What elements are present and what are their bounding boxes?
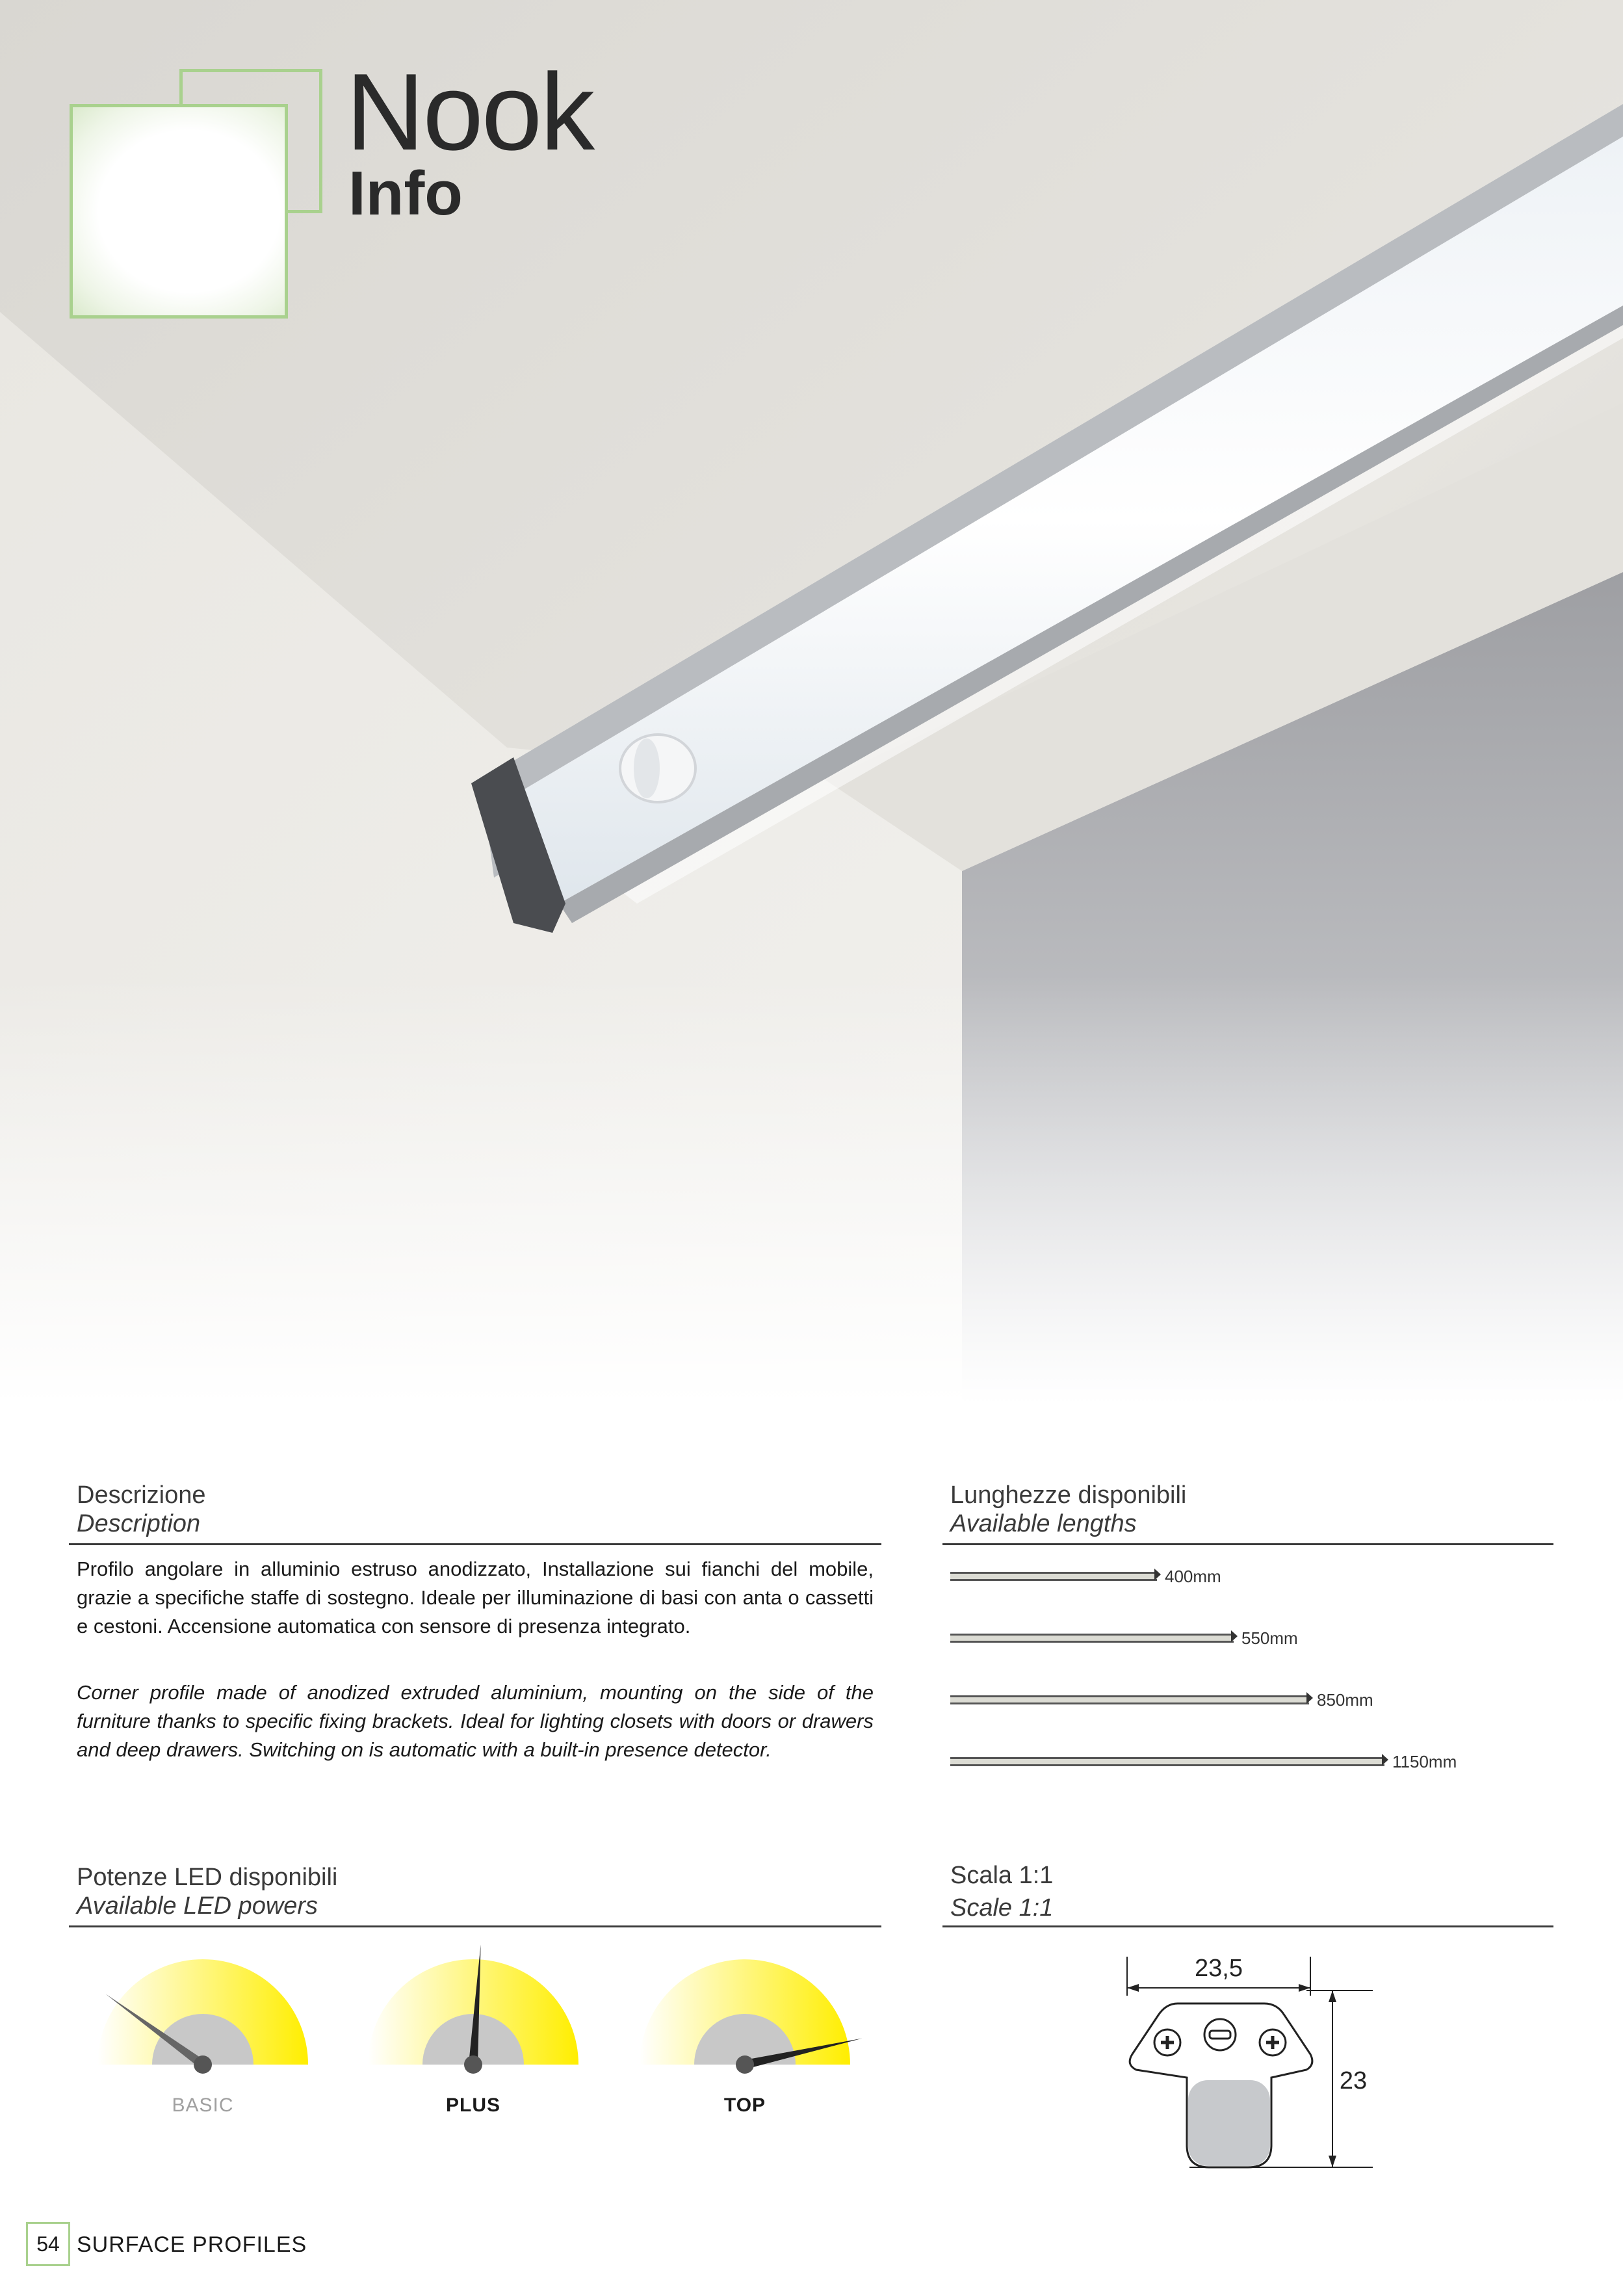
- scale-width-label: 23,5: [1195, 1955, 1243, 1982]
- led-powers-heading: [77, 1863, 337, 1920]
- scale-heading-it: Scala 1:1: [950, 1862, 1054, 1889]
- product-subtitle: Info: [348, 159, 463, 228]
- lengths-heading: [950, 1481, 1186, 1538]
- length-bar: [950, 1757, 1384, 1766]
- gauge-pivot: [464, 2055, 482, 2074]
- length-label: 850mm: [1317, 1690, 1373, 1710]
- page-number: 54: [26, 2222, 70, 2266]
- led-powers-heading-it: Potenze LED disponibili: [77, 1864, 338, 1891]
- scale-heading-en: Scale 1:1: [950, 1894, 1054, 1922]
- lengths-rule: [942, 1543, 1553, 1545]
- length-label: 400mm: [1165, 1567, 1221, 1586]
- product-title: Nook: [346, 51, 593, 173]
- length-label: 1150mm: [1392, 1752, 1457, 1771]
- led-power-gauges: [0, 1937, 910, 2106]
- description-text-en: Corner profile made of anodized extruded aluminium, mounting on the side of the furniture thanks to specific fixing brackets. Ideal for lighting closets with doors or drawers and deep drawers. Switching on is automatic with a built-in presence detector.: [77, 1681, 874, 1761]
- length-bar: [950, 1695, 1309, 1704]
- footer-section-title: SURFACE PROFILES: [77, 2232, 307, 2257]
- profile-section-drawing: [1118, 1944, 1391, 2178]
- lengths-heading-en: Available lengths: [950, 1510, 1137, 1537]
- gauge-pivot: [736, 2055, 754, 2074]
- led-powers-rule: [69, 1925, 881, 1927]
- length-bar: [950, 1634, 1234, 1643]
- description-heading: [77, 1481, 206, 1538]
- length-bar: [950, 1572, 1157, 1581]
- description-heading-it: Descrizione: [77, 1481, 206, 1509]
- gauge-pivot: [194, 2055, 212, 2074]
- description-rule: [69, 1543, 881, 1545]
- title-logo-square: [70, 104, 288, 319]
- gauge-basic: [97, 1959, 308, 2074]
- gauge-top: [640, 1959, 863, 2074]
- gauge-label-basic: BASIC: [172, 2094, 234, 2116]
- led-powers-heading-en: Available LED powers: [77, 1892, 318, 1920]
- gauge-plus: [368, 1944, 578, 2074]
- description-text-it: Profilo angolare in alluminio estruso anodizzato, Installazione sui fianchi del mobile, grazie a specifiche staffe di sostegno. Ideale per illuminazione di basi con anta o cassetti e cestoni. Accensione automatica con sensore di presenza integrato.: [77, 1558, 874, 1637]
- length-label: 550mm: [1241, 1628, 1298, 1648]
- gauge-label-top: TOP: [723, 2094, 766, 2116]
- lengths-heading-it: Lunghezze disponibili: [950, 1481, 1187, 1509]
- gauge-label-plus: PLUS: [445, 2094, 500, 2116]
- description-heading-en: Description: [77, 1510, 201, 1537]
- scale-height-label: 23: [1339, 2067, 1368, 2094]
- scale-rule: [942, 1925, 1553, 1927]
- scale-heading: [950, 1859, 1053, 1924]
